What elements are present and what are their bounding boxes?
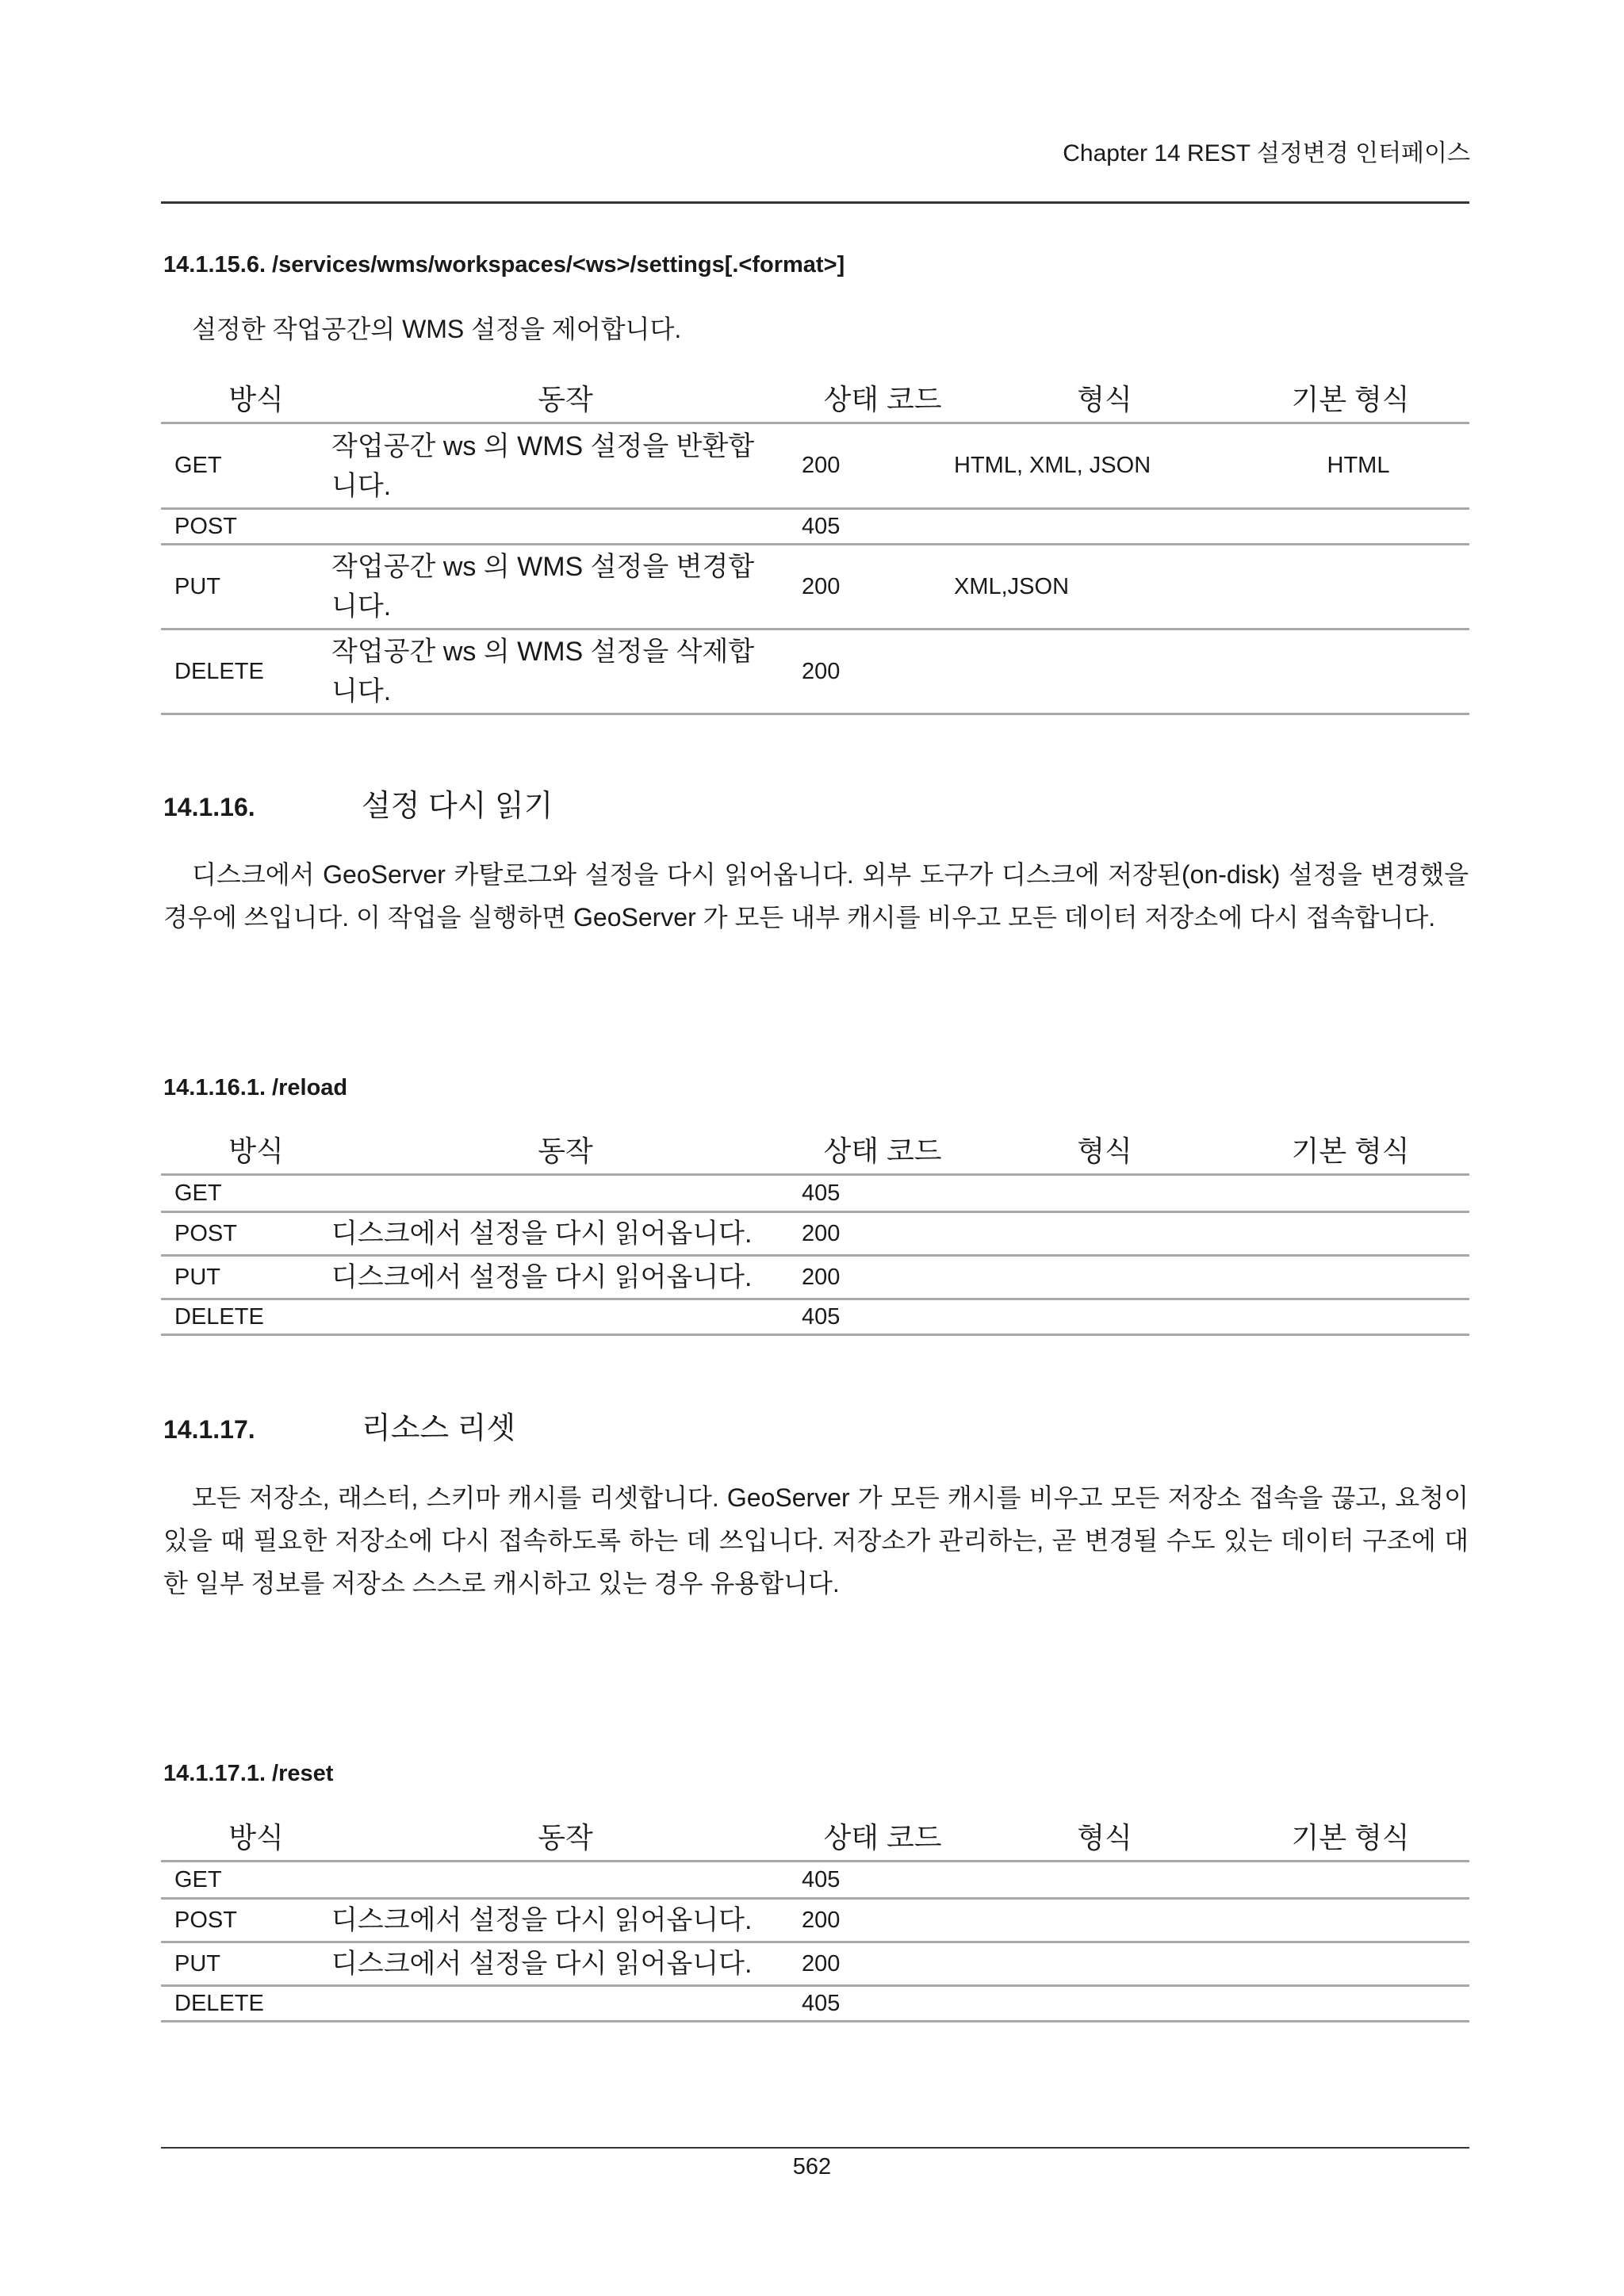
- body-text: 디스크에서 GeoServer 카탈로그와 설정을 다시 읽어옵니다. 외부 도구가 디스크에 저장된(on-disk) 설정을 변경했을 경우에 쓰입니다. 이 작업을 실행하면 GeoServer 가 모든 내부 캐시를 비우고 모든 데이터 저장소에 다시 접속합니다.: [163, 860, 1469, 932]
- section-heading-reset: 14.1.17.1. /reset: [163, 1761, 334, 1786]
- cell-status: 200: [802, 1220, 841, 1246]
- section-heading-resource-reset: [163, 1403, 515, 1447]
- body-text: 모든 저장소, 래스터, 스키마 캐시를 리셋합니다. GeoServer 가 모든 캐시를 비우고 모든 저장소 접속을 끊고, 요청이 있을 때 필요한 저장소에 다시 접속하도록 하는 데 쓰입니다. 저장소가 관리하는, 곧 변경될 수도 있는 데이터 구조에 대한 일부 정보를 저장소 스스로 캐시하고 있는 경우 유용합니다.: [163, 1483, 1469, 1598]
- cell-method: POST: [174, 1220, 237, 1246]
- reset-table: [161, 1816, 1469, 2022]
- section-heading-reload-settings: [163, 781, 553, 825]
- section-heading-reload: 14.1.16.1. /reload: [163, 1075, 348, 1100]
- cell-method: GET: [174, 1866, 222, 1892]
- cell-action: 디스크에서 설정을 다시 읽어옵니다.: [331, 1262, 753, 1292]
- col-header-status: 상태 코드: [823, 383, 942, 415]
- cell-status: 405: [802, 513, 841, 539]
- ws-settings-table: [161, 377, 1469, 715]
- cell-status: 200: [802, 1264, 841, 1290]
- cell-action: [331, 1862, 776, 1897]
- cell-status: 200: [802, 1907, 841, 1933]
- table-row: [161, 1941, 1469, 1984]
- table-row: [161, 1860, 1469, 1897]
- col-header-status: 상태 코드: [823, 1821, 942, 1854]
- cell-status: 405: [802, 1180, 841, 1206]
- cell-action: 디스크에서 설정을 다시 읽어옵니다.: [331, 1905, 753, 1935]
- col-header-action: 동작: [538, 383, 593, 415]
- cell-method: GET: [174, 453, 222, 478]
- page-number: 562: [792, 2154, 832, 2179]
- cell-status: 405: [802, 1866, 841, 1892]
- table-row: [161, 1173, 1469, 1211]
- cell-method: PUT: [174, 573, 220, 599]
- col-header-method: 방식: [228, 1821, 284, 1854]
- cell-method: GET: [174, 1180, 222, 1206]
- cell-method: PUT: [174, 1950, 220, 1976]
- cell-method: POST: [174, 513, 237, 539]
- table-row: [161, 1254, 1469, 1298]
- intro-text: 설정한 작업공간의 WMS 설정을 제어합니다.: [192, 315, 682, 343]
- section-title: 설정 다시 읽기: [362, 790, 553, 823]
- section-number: 14.1.16.: [163, 793, 255, 821]
- cell-default: [1247, 630, 1469, 713]
- table-header: [161, 1129, 1469, 1173]
- col-header-status: 상태 코드: [823, 1135, 942, 1167]
- table-row: [161, 507, 1469, 543]
- table-row: [161, 1211, 1469, 1254]
- table-row: [161, 1897, 1469, 1941]
- table-header: [161, 1816, 1469, 1860]
- table-row: [161, 543, 1469, 628]
- cell-format: [954, 630, 1216, 713]
- cell-action: 디스크에서 설정을 다시 읽어옵니다.: [331, 1949, 753, 1979]
- cell-action: [331, 510, 776, 543]
- section-heading-ws-settings: 14.1.15.6. /services/wms/workspaces/<ws>/settings[.<format>]: [163, 252, 845, 277]
- cell-status: 405: [802, 1990, 841, 2016]
- col-header-default: 기본 형식: [1291, 1135, 1410, 1167]
- col-header-action: 동작: [538, 1135, 593, 1167]
- cell-method: DELETE: [174, 1303, 264, 1330]
- section-intro-ws-settings: [163, 308, 1469, 350]
- cell-action: 작업공간 ws 의 WMS 설정을 반환합니다.: [331, 430, 755, 501]
- col-header-format: 형식: [1077, 1135, 1132, 1167]
- section-body-reload-settings: [163, 853, 1469, 939]
- cell-action: 디스크에서 설정을 다시 읽어옵니다.: [331, 1219, 753, 1249]
- col-header-method: 방식: [228, 1135, 284, 1167]
- cell-default: [1247, 510, 1469, 543]
- cell-status: 200: [802, 658, 841, 684]
- cell-default: HTML: [1327, 453, 1390, 478]
- col-header-action: 동작: [538, 1821, 593, 1854]
- cell-action: [331, 1300, 776, 1334]
- col-header-default: 기본 형식: [1291, 1821, 1410, 1854]
- col-header-format: 형식: [1077, 1821, 1132, 1854]
- cell-action: 작업공간 ws 의 WMS 설정을 삭제합니다.: [331, 637, 755, 706]
- table-row: [161, 1984, 1469, 2022]
- cell-method: DELETE: [174, 658, 264, 684]
- table-header: [161, 377, 1469, 422]
- cell-format: HTML, XML, JSON: [954, 453, 1151, 478]
- cell-format: XML,JSON: [954, 573, 1070, 599]
- table-row: [161, 1298, 1469, 1336]
- cell-action: [331, 1176, 776, 1211]
- cell-format: [954, 510, 1216, 543]
- cell-status: 200: [802, 1950, 841, 1976]
- section-title: 리소스 리셋: [362, 1412, 516, 1445]
- reload-table: [161, 1129, 1469, 1336]
- section-number: 14.1.17.: [163, 1415, 255, 1444]
- cell-method: DELETE: [174, 1990, 264, 2016]
- cell-action: 작업공간 ws 의 WMS 설정을 변경합니다.: [331, 552, 755, 622]
- cell-status: 200: [802, 573, 841, 599]
- header-rule: [161, 201, 1469, 204]
- cell-status: 405: [802, 1303, 841, 1330]
- col-header-method: 방식: [228, 383, 284, 415]
- cell-default: [1247, 545, 1469, 628]
- running-header: Chapter 14 REST 설정변경 인터페이스: [1063, 140, 1470, 166]
- cell-method: POST: [174, 1907, 237, 1933]
- cell-status: 200: [802, 453, 841, 478]
- cell-method: PUT: [174, 1264, 220, 1290]
- table-row: [161, 422, 1469, 507]
- section-body-resource-reset: [163, 1476, 1469, 1605]
- cell-action: [331, 1987, 776, 2020]
- col-header-format: 형식: [1077, 383, 1132, 415]
- col-header-default: 기본 형식: [1291, 383, 1410, 415]
- table-row: [161, 628, 1469, 715]
